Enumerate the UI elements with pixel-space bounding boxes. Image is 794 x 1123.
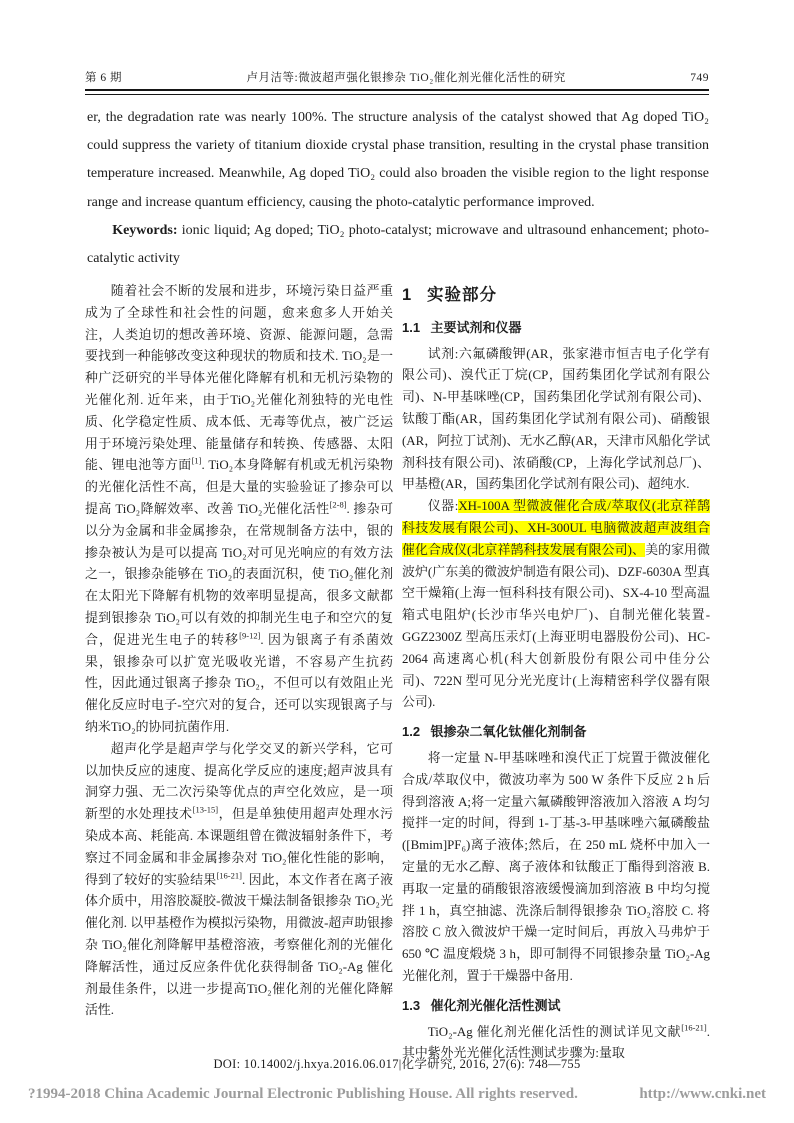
section-1-2-title: 银掺杂二氧化钛催化剂制备 — [430, 724, 587, 740]
page-header — [85, 69, 709, 85]
page-number: 749 — [690, 72, 709, 84]
cnki-watermark-bar — [28, 1086, 766, 1103]
keywords-text: ionic liquid; Ag doped; TiO₂ photo-catalyst; microwave and ultrasound enhancement; photo-catalytic activity — [87, 222, 709, 267]
copyright-text: ?1994-2018 China Academic Journal Electronic Publishing House. All rights reserved. — [28, 1086, 578, 1102]
section-1-1-title: 主要试剂和仪器 — [430, 319, 522, 335]
instruments-rest: 美的家用微波炉(广东美的微波炉制造有限公司)、DZF-6030A 型真空干燥箱(上海一恒科科技有限公司)、SX-4-10 型高温箱式电阻炉(长沙市华兴电炉厂)、自制光催化装置-GGZ2300Z 型高压汞灯(上海亚明电器股份公司)、HC-2064 高速离心机(科大创新股份有限公司中佳分公司)、722N 型可见分光光度计(上海精密科学仪器有限公司). — [402, 542, 711, 710]
running-title: 卢月洁等:微波超声强化银掺杂 TiO₂催化剂光催化活性的研究 — [246, 72, 566, 84]
reagents-paragraph: 试剂:六氟磷酸钾(AR，张家港市恒吉电子化学有限公司)、溴代正丁烷(CP，国药集团化学试剂有限公司)、N-甲基咪唑(CP，国药集团化学试剂有限公司)、钛酸丁酯(AR，国药集团化学试剂有限公司)、硝酸银(AR，阿拉丁试剂)、无水乙醇(AR，天津市风船化学试剂科技有限公司)、浓硝酸(CP，上海化学试剂总厂)、甲基橙(AR，国药集团化学试剂有限公司)、超纯水. — [402, 346, 710, 492]
doi-citation-line: DOI: 10.14002/j.hxya.2016.06.017|化学研究, 2016, 27(6): 748—755 — [213, 1057, 581, 1071]
section-1-number: 1 — [402, 286, 413, 304]
preparation-paragraph: 将一定量 N-甲基咪唑和溴代正丁烷置于微波催化合成/萃取仪中，微波功率为 500 W 条件下反应 2 h 后得到溶液 A;将一定量六氟磷酸钾溶液加入溶液 A 均匀搅拌一定的时间，得到 1-丁基-3-甲基咪唑六氟磷酸盐([Bmim]PF₆)离子液体;然后，在 250 mL 烧杯中加入一定量的无水乙醇、离子液体和钛酸正丁酯得到溶液 B. 再取一定量的硝酸银溶液缓慢滴加到溶液 B 中均匀搅拌 1 h，真空抽滤、洗涤后制得银掺杂 TiO₂溶胶 C. 将溶胶 C 放入微波炉干燥一定时间后，再放入马弗炉于 650 ℃ 温度煅烧 3 h，即可制得不同银掺杂量 TiO₂-Ag 光催化剂，置于干燥器中备用. — [402, 750, 710, 983]
issue-number: 第 6 期 — [85, 72, 122, 84]
section-1-heading — [402, 285, 710, 307]
section-1-1-heading — [402, 317, 710, 339]
intro-paragraph-2: 超声化学是超声学与化学交叉的新兴学科，它可以加快反应的速度、提高化学反应的速度;超声波具有洞穿力强、无二次污染等优点的声空化效应，是一项新型的水处理技术[13-15]，但是单独使用超声处理水污染成本高、耗能高. 本课题组曾在微波辐射条件下，考察过不同金属和非金属掺杂对 TiO₂催化性能的影响，得到了较好的实验结果[16-21]. 因此，本文作者在离子液体介质中，用溶胶凝胶-微波干燥法制备银掺杂 TiO₂光催化剂. 以甲基橙作为模拟污染物，用微波-超声助银掺杂 TiO₂催化剂降解甲基橙溶液，考察催化剂的光催化降解活性，通过反应条件优化获得制备 TiO₂-Ag 催化剂最佳条件，以进一步提高TiO₂催化剂的光催化降解活性. — [85, 741, 394, 1018]
section-1-3-heading — [402, 995, 710, 1017]
section-1-title: 实验部分 — [427, 286, 498, 304]
section-1-3-title: 催化剂光催化活性测试 — [430, 997, 561, 1013]
activity-test-paragraph: TiO₂-Ag 催化剂光催化活性的测试详见文献[16-21]. 其中紫外光光催化活性测试步骤为:量取 — [402, 1022, 710, 1061]
instruments-highlighted-text: XH-100A 型微波催化合成/萃取仪(北京祥鹄科技发展有限公司)、XH-300UL 电脑微波超声波组合催化合成仪(北京祥鹄科技发展有限公司)、 — [402, 499, 710, 557]
right-column — [402, 281, 710, 1065]
instruments-label: 仪器: — [427, 499, 459, 514]
section-1-1-number: 1.1 — [402, 319, 421, 335]
keywords-label: Keywords: — [112, 222, 178, 238]
instruments-paragraph — [402, 496, 710, 714]
cnki-url: http://www.cnki.net — [639, 1086, 766, 1102]
header-rule — [85, 89, 709, 95]
left-column — [85, 281, 393, 1022]
section-1-2-heading — [402, 721, 710, 743]
abstract-continuation: er, the degradation rate was nearly 100%. The structure analysis of the catalyst showed that Ag doped TiO₂ could suppress the variety of titanium dioxide crystal phase transition, resulting in the crystal phase transition temperature increased. Meanwhile, Ag doped TiO₂ could also broaden the visible region to the light response range and increase quantum efficiency, causing the photo-catalytic performance improved. — [87, 110, 709, 210]
keywords-line — [87, 217, 709, 273]
abstract-block — [87, 104, 709, 273]
section-1-3-number: 1.3 — [402, 997, 421, 1013]
section-1-2-number: 1.2 — [402, 724, 421, 740]
intro-paragraph-1: 随着社会不断的发展和进步，环境污染日益严重成为了全球性和社会性的问题，愈来愈多人开始关注，人类迫切的想改善环境、资源、能源问题，急需要找到一种能够改变这种现状的物质和技术. TiO₂是一种广泛研究的半导体光催化降解有机和无机污染物的光催化剂. 近年来，由于TiO₂光催化剂独特的光电性质、化学稳定性质、成本低、无毒等优点，被广泛运用于环境污染处理、能量储存和转换、传感器、太阳能、锂电池等方面[1]. TiO₂本身降解有机或无机污染物的光催化活性不高，但是大量的实验验证了掺杂可以提高 TiO₂降解效率、改善 TiO₂光催化活性[2-8]. 掺杂可以分为金属和非金属掺杂，在常规制备方法中，银的掺杂被认为是可以提高 TiO₂对可见光响应的有效方法之一，银掺杂能够在 TiO₂的表面沉积，使 TiO₂催化剂在太阳光下降解有机物的效率明显提高，很多文献都提到银掺杂 TiO₂可以有效的抑制光生电子和空穴的复合，促进光生电子的转移[9-12]. 因为银离子有杀菌效果，银掺杂可以扩宽光吸收光谱，不容易产生抗药性，因此通过银离子掺杂 TiO₂，不但可以有效阻止光催化反应时电子-空穴对的复合，还可以实现银离子与纳米TiO₂的协同抗菌作用. — [85, 284, 394, 734]
